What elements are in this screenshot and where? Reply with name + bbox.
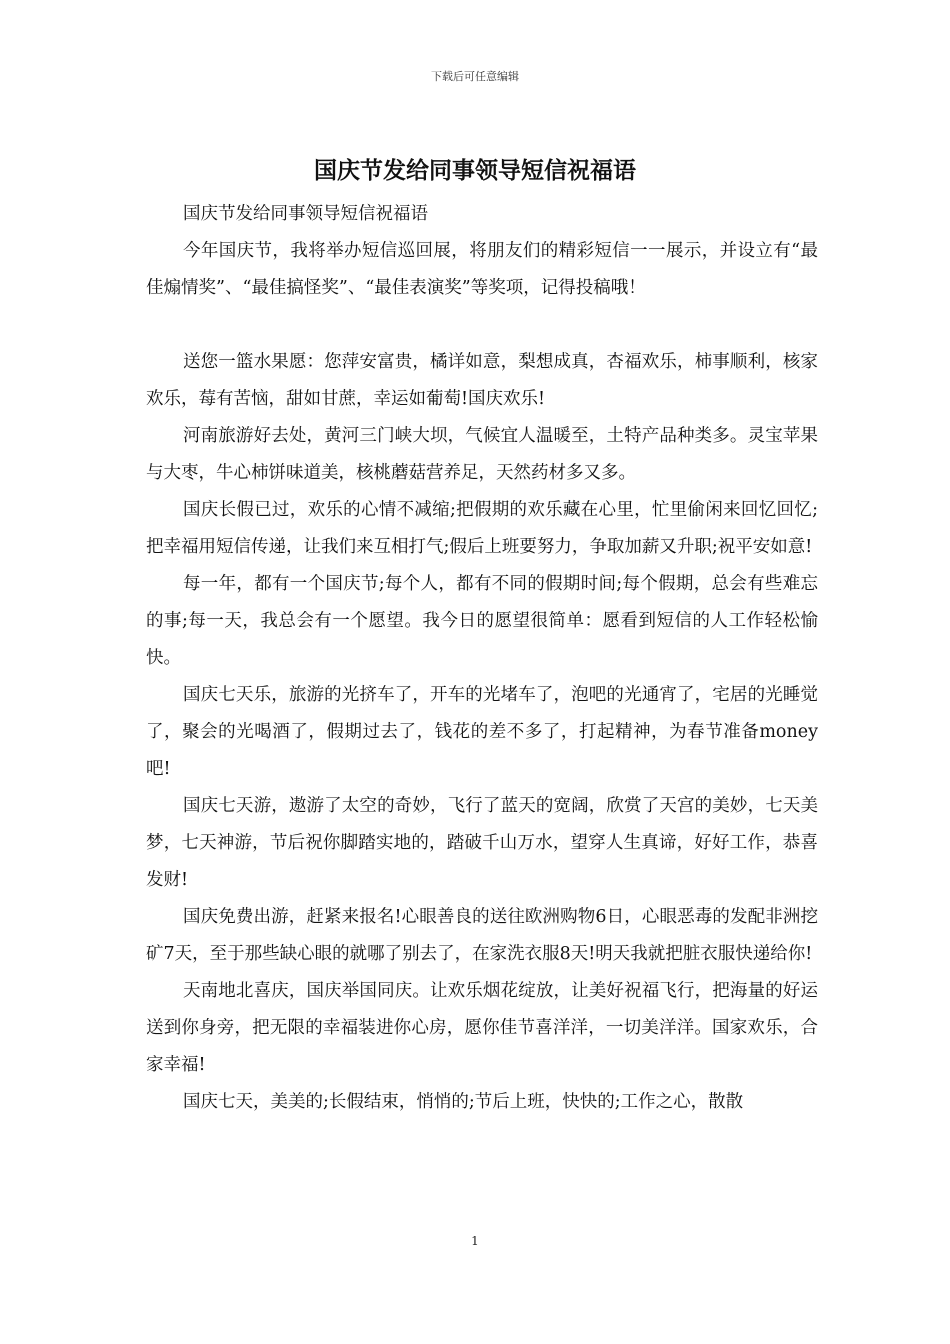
paragraph: 国庆七天，美美的;长假结束，悄悄的;节后上班，快快的;工作之心，散散	[183, 1092, 744, 1112]
paragraph: 国庆免费出游，赶紧来报名!心眼善良的送往欧洲购物6日，心眼恶毒的发配非洲挖矿7天，至于那些缺心眼的就哪了别去了，在家洗衣服8天!明天我就把脏衣服快递给你!	[146, 907, 818, 964]
blank-line	[146, 307, 818, 344]
document-body	[146, 196, 818, 1121]
document-title: 国庆节发给同事领导短信祝福语	[314, 157, 636, 184]
paragraph: 国庆长假已过，欢乐的心情不减缩;把假期的欢乐藏在心里，忙里偷闲来回忆回忆;把幸福用短信传递，让我们来互相打气;假后上班要努力，争取加薪又升职;祝平安如意!	[146, 500, 818, 557]
paragraph-intro: 今年国庆节，我将举办短信巡回展，将朋友们的精彩短信一一展示，并设立有“最佳煽情奖”、“最佳搞怪奖”、“最佳表演奖”等奖项，记得投稿哦！	[146, 241, 818, 298]
paragraph: 送您一篮水果愿：您萍安富贵，橘详如意，梨想成真，杏福欢乐，柿事顺利，核家欢乐，莓有苦恼，甜如甘蔗，幸运如葡萄!国庆欢乐!	[146, 352, 818, 409]
paragraph: 每一年，都有一个国庆节;每个人，都有不同的假期时间;每个假期，总会有些难忘的事;每一天，我总会有一个愿望。我今日的愿望很简单：愿看到短信的人工作轻松愉快。	[146, 574, 818, 668]
paragraph-subtitle: 国庆节发给同事领导短信祝福语	[183, 204, 428, 224]
paragraph: 天南地北喜庆，国庆举国同庆。让欢乐烟花绽放，让美好祝福飞行，把海量的好运送到你身旁，把无限的幸福装进你心房，愿你佳节喜洋洋，一切美洋洋。国家欢乐，合家幸福!	[146, 981, 818, 1075]
paragraph: 国庆七天游，遨游了太空的奇妙，飞行了蓝天的宽阔，欣赏了天宫的美妙，七天美梦，七天神游，节后祝你脚踏实地的，踏破千山万水，望穿人生真谛，好好工作，恭喜发财!	[146, 796, 818, 890]
paragraph: 河南旅游好去处，黄河三门峡大坝，气候宜人温暖至，土特产品种类多。灵宝苹果与大枣，牛心柿饼味道美，核桃蘑菇营养足，天然药材多又多。	[146, 426, 818, 483]
header-note: 下载后可任意编辑	[431, 70, 519, 83]
page-number: 1	[471, 1234, 479, 1248]
paragraph: 国庆七天乐，旅游的光挤车了，开车的光堵车了，泡吧的光通宵了，宅居的光睡觉了，聚会的光喝酒了，假期过去了，钱花的差不多了，打起精神，为春节准备money吧!	[146, 685, 818, 779]
